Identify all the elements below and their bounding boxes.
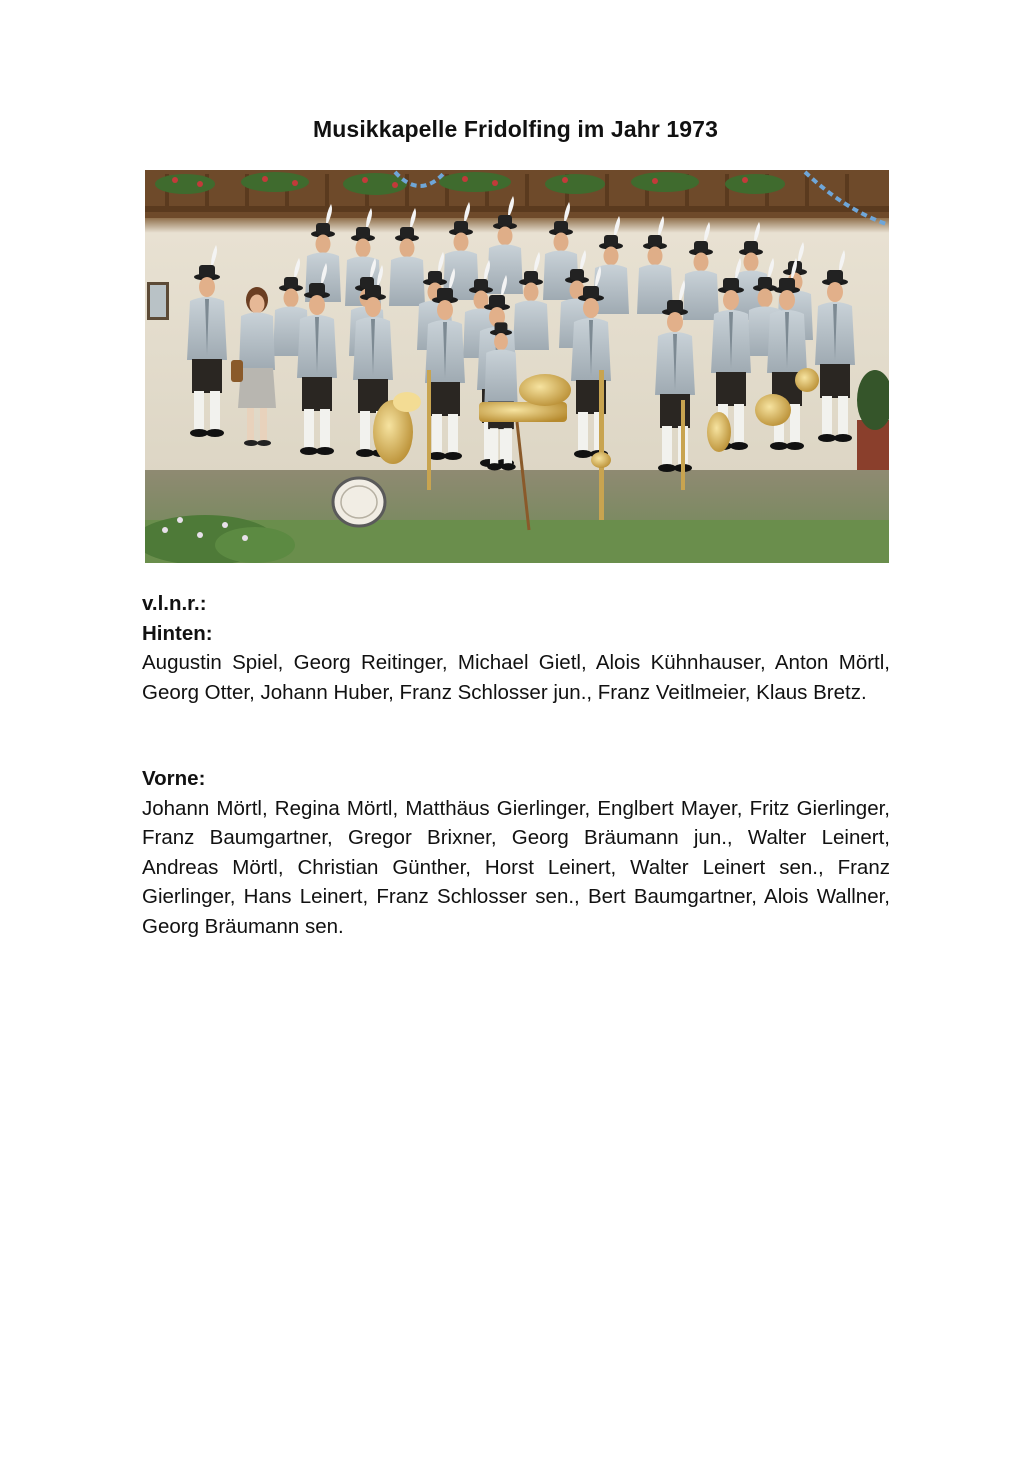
back-row-label: Hinten: <box>142 621 213 645</box>
back-row-names: Augustin Spiel, Georg Reitinger, Michael Gietl, Alois Kühnhauser, Anton Mörtl, Georg Otter, Johann Huber, Franz Schlosser jun., Franz Veitlmeier, Klaus Bretz. <box>142 651 890 704</box>
front-row-label: Vorne: <box>142 767 206 790</box>
front-row-names: Johann Mörtl, Regina Mörtl, Matthäus Gierlinger, Englbert Mayer, Fritz Gierlinger, Franz Baumgartner, Gregor Brixner, Georg Bräumann jun., Walter Leinert, Andreas Mörtl, Christian Günther, Horst Leinert, Walter Leinert sen., Franz Gierlinger, Hans Leinert, Franz Schlosser sen., Bert Baumgartner, Alois Wallner, Georg Bräumann sen. <box>142 796 890 938</box>
band-group-photo <box>145 170 889 563</box>
document-title: Musikkapelle Fridolfing im Jahr 1973 <box>313 116 718 142</box>
back-row-section <box>142 589 890 707</box>
front-row-section <box>142 764 890 941</box>
vlnr-label: v.l.n.r.: <box>142 592 207 615</box>
